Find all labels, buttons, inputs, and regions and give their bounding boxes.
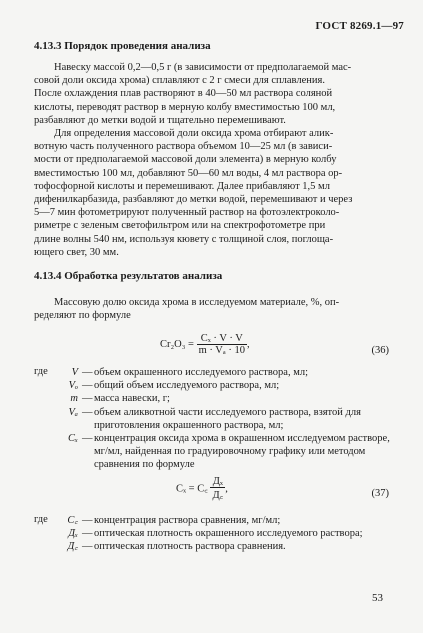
text-line: совой доли оксида хрома) сплавляют с 2 г смеси для сплавления. <box>34 75 325 87</box>
dash: — <box>82 380 93 392</box>
definitions-list <box>58 366 394 472</box>
text-line: ющего свет, 30 мм. <box>34 246 119 258</box>
paragraph-sample-prep <box>34 61 390 127</box>
dash: — <box>82 528 93 540</box>
standard-header: ГОСТ 8269.1—97 <box>315 20 404 32</box>
definition-text: масса навески, г; <box>94 393 170 405</box>
formula-fraction <box>210 476 225 502</box>
equation-number-37: (37) <box>371 488 389 499</box>
text-line: 5—7 мин фотометрируют полученный раствор на фотоэлектроколо- <box>34 207 340 219</box>
section-heading-4-13-3: 4.13.3 Порядок проведения анализа <box>34 40 211 52</box>
text-line: длине волны 540 нм, используя кювету с толщиной слоя, поглоща- <box>34 233 334 245</box>
definition-symbol: Vₐ <box>68 406 78 418</box>
dash: — <box>82 367 93 378</box>
formula-denominator: m · Vₐ · 10 <box>198 345 246 356</box>
definition-symbol: Дₓ <box>68 528 78 540</box>
definition-item <box>58 540 394 553</box>
text-line: Навеску массой 0,2—0,5 г (в зависимости от предполагаемой мас- <box>54 62 352 73</box>
paragraph-formula-intro <box>34 296 390 322</box>
section-heading-4-13-4: 4.13.4 Обработка результатов анализа <box>34 270 223 282</box>
formula-numerator: Дₓ <box>210 476 225 488</box>
definition-text: объем окрашенного исследуемого раствора, мл; <box>94 367 308 378</box>
page-number: 53 <box>372 592 383 604</box>
definition-text: концентрация раствора сравнения, мг/мл; <box>94 515 281 526</box>
text-line: тофосфорной кислоты и перемешивают. Далее прибавляют 1,5 мл <box>34 180 330 192</box>
text-line: дифенилкарбазида, разбавляют до метки водой, перемешивают и через <box>34 194 353 206</box>
text-line: После охлаждения плав растворяют в 40—50 мл раствора соляной <box>34 88 333 100</box>
formula-tail: , <box>225 483 228 495</box>
text-line: мости от предполагаемой массовой доли элемента) в мерную колбу <box>34 154 337 166</box>
definition-symbol: Vₒ <box>68 380 78 392</box>
definition-item <box>58 527 394 540</box>
text-line: риметре с зеленым светофильтром или на спектрофотометре при <box>34 220 326 232</box>
dash: — <box>82 541 93 553</box>
where-label: где <box>34 514 48 525</box>
definition-item <box>58 366 394 379</box>
definition-text: общий объем исследуемого раствора, мл; <box>94 380 280 392</box>
text-line: вместимостью 100 мл, добавляют 50—60 мл воды, 4 мл раствора ор- <box>34 167 343 179</box>
dash: — <box>82 393 93 405</box>
formula-fraction <box>197 333 247 356</box>
definitions-list <box>58 514 394 554</box>
definition-item <box>58 432 394 472</box>
formula-tail: , <box>247 338 250 350</box>
formula-lhs: Cr₂O₃ = <box>160 338 194 350</box>
formula-36 <box>160 333 250 356</box>
formula-denominator: Д꜀ <box>212 490 224 501</box>
definition-symbol: V <box>71 367 78 378</box>
where-label: где <box>34 366 48 377</box>
definition-symbol: m <box>70 393 78 405</box>
definition-item <box>58 379 394 392</box>
definition-item <box>58 392 394 405</box>
formula-37 <box>176 476 228 502</box>
text-line: кислоты, переводят раствор в мерную колбу вместимостью 100 мл, <box>34 101 336 113</box>
text-line: Массовую долю оксида хрома в исследуемом материале, %, оп- <box>54 297 340 308</box>
definition-symbol: C꜀ <box>67 515 78 526</box>
definition-symbol: Cₓ <box>68 433 78 445</box>
dash: — <box>82 515 93 526</box>
definition-item <box>58 406 394 432</box>
text-line: разбавляют до метки водой и тщательно перемешивают. <box>34 114 286 126</box>
definition-text: оптическая плотность окрашенного исследуемого раствора; <box>94 528 363 540</box>
equation-number-36: (36) <box>371 345 389 356</box>
formula-numerator: Cₓ · V · V <box>197 333 247 345</box>
definition-text: концентрация оксида хрома в окрашенном исследуемом растворе, мг/мл, найденная по градуировочному графику или методом сравнения по формуле <box>94 433 390 471</box>
dash: — <box>82 406 93 418</box>
definition-item <box>58 514 394 527</box>
definition-text: объем аликвотной части исследуемого раствора, взятой для приготовления окрашенного раствора, мл; <box>94 406 361 431</box>
dash: — <box>82 433 93 445</box>
definition-text: оптическая плотность раствора сравнения. <box>94 541 286 553</box>
paragraph-determination <box>34 127 390 259</box>
text-line: Для определения массовой доли оксида хрома отбирают алик- <box>54 128 334 139</box>
text-line: ределяют по формуле <box>34 310 131 322</box>
formula-lhs: Cₓ = C꜀ <box>176 483 208 495</box>
definition-symbol: Д꜀ <box>67 541 78 553</box>
text-line: вотную часть полученного раствора объемом 10—25 мл (в зависи- <box>34 141 333 153</box>
